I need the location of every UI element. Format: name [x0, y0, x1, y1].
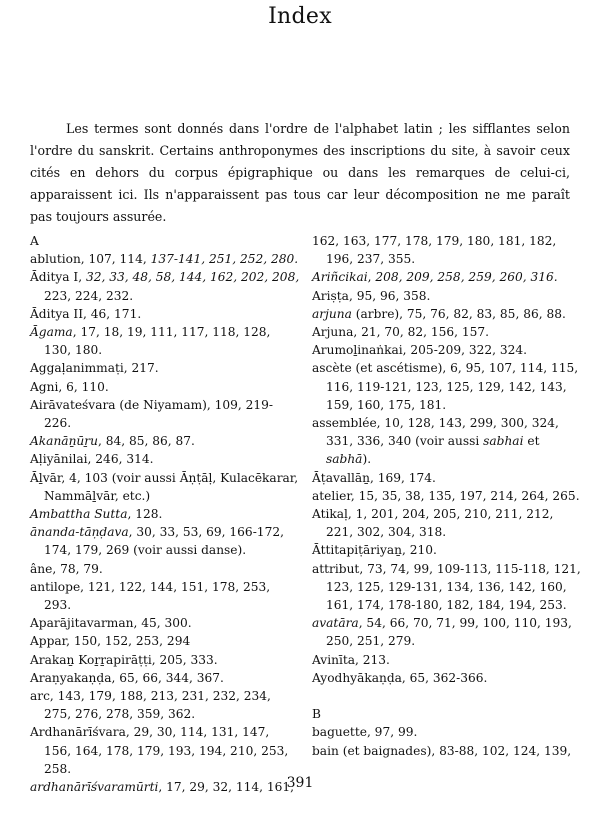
- index-entry-text: Airāvateśvara (de Niyamam), 109, 219-226.: [30, 397, 274, 431]
- index-entry: [30, 632, 300, 650]
- index-entry: [312, 487, 584, 505]
- index-entry: [312, 268, 584, 286]
- index-entry-text: Āḻvār, 4, 103 (voir aussi Āṇṭāḷ, Kulacēkarar, Nammāḻvār, etc.): [30, 470, 299, 503]
- index-entry-text: Atikaḷ, 1, 201, 204, 205, 210, 211, 212, 221, 302, 304, 318.: [312, 507, 554, 540]
- index-entry-italic-text: avatāra: [312, 616, 359, 631]
- index-entry: [312, 323, 584, 341]
- index-entry-text: (arbre), 75, 76, 82, 83, 85, 86, 88.: [351, 306, 566, 321]
- index-entry: [312, 651, 584, 669]
- page-number: 391: [286, 775, 314, 791]
- index-entry-text: Appar, 150, 152, 253, 294: [30, 634, 191, 649]
- index-entry-text: Āṭavallāṉ, 169, 174.: [312, 470, 436, 485]
- index-entry: [30, 560, 300, 578]
- index-entry-italic-text: 32, 33, 48, 58, 144, 162, 202, 208,: [86, 270, 300, 285]
- index-entry-text: , 17, 18, 19, 111, 117, 118, 128, 130, 180.: [44, 325, 271, 358]
- index-entry-text: ablution, 107, 114,: [30, 252, 151, 267]
- index-entry-text: atelier, 15, 35, 38, 135, 197, 214, 264, 265.: [312, 488, 580, 503]
- intro-text: Les termes sont donnés dans l'ordre de l'alphabet latin ; les sifflantes selon l'ordre du sanskrit. Certains anthroponymes des inscriptions du site, à savoir ceux cités en dehors du corpus épigraphique ou dans les remarques de celui-ci, apparaissent ici. Ils n'apparaissent pas tous car leur décomposition ne me paraît pas toujours assurée.: [30, 121, 570, 224]
- intro-paragraph: [30, 118, 570, 228]
- index-entry: [312, 541, 584, 559]
- index-entry-text: attribut, 73, 74, 99, 109-113, 115-118, 121, 123, 125, 129-131, 134, 136, 142, 160, 161, 174, 178-180, 182, 184, 194, 253.: [312, 561, 581, 613]
- index-entry: [30, 450, 300, 468]
- index-entry-text: ascète (et ascétisme), 6, 95, 107, 114, 115, 116, 119-121, 123, 125, 129, 142, 143, 159, 160, 175, 181.: [312, 361, 579, 412]
- index-entry-text: Agni, 6, 110.: [30, 379, 109, 394]
- index-entry-text: Avinīta, 213.: [312, 652, 390, 667]
- index-entry-text: 162, 163, 177, 178, 179, 180, 181, 182, 196, 237, 355.: [312, 234, 557, 267]
- index-entry-italic-text: Ambattha Sutta: [30, 507, 128, 522]
- index-entry-italic-text: ānanda-tāṇḍava: [30, 525, 129, 540]
- index-entry-text: , 54, 66, 70, 71, 99, 100, 110, 193, 250, 251, 279.: [326, 616, 572, 649]
- index-entry: [312, 560, 584, 615]
- index-entry: [30, 323, 300, 359]
- index-entry-text: Arakaṉ Koṟṟapirāṭṭi, 205, 333.: [30, 652, 218, 667]
- index-entry-text: 223, 224, 232.: [44, 288, 134, 303]
- index-entry-italic-text: 208, 209, 258, 259, 260, 316.: [375, 270, 558, 285]
- index-entry-text: Aggaḷanimmaṭi, 217.: [30, 361, 159, 376]
- index-entry-text: Aḷiyānilai, 246, 314.: [30, 452, 154, 467]
- index-entry: [312, 614, 584, 650]
- index-entry: [312, 669, 584, 687]
- index-entry: [30, 651, 300, 669]
- index-entry: [30, 378, 300, 396]
- index-entry: [312, 359, 584, 414]
- index-entry: [30, 723, 300, 778]
- index-entry-text: Araṇyakaṇḍa, 65, 66, 344, 367.: [30, 670, 224, 685]
- index-entry: [30, 305, 300, 323]
- index-entry-text: antilope, 121, 122, 144, 151, 178, 253, 293.: [30, 579, 271, 613]
- index-entry: [30, 469, 300, 505]
- index-entry-text: baguette, 97, 99.: [312, 725, 418, 740]
- index-entry-text: âne, 78, 79.: [30, 561, 103, 576]
- index-entry: [312, 505, 584, 541]
- index-entry-text: , 30, 33, 53, 69, 166-172, 174, 179, 269 (voir aussi danse).: [44, 525, 284, 558]
- index-entry: [312, 305, 584, 323]
- index-entry-continuation: [312, 232, 584, 268]
- index-entry-italic-text: 137-141, 251, 252, 280.: [150, 252, 299, 267]
- index-entry-text: Ayodhyākaṇḍa, 65, 362-366.: [312, 670, 488, 685]
- index-entry-text: bain (et baignades), 83-88, 102, 124, 139,: [312, 743, 572, 758]
- index-entry-text: Āditya I,: [30, 270, 86, 285]
- index-entry-text: , 128.: [127, 507, 163, 522]
- index-entry: [30, 687, 300, 723]
- index-entry-italic-text: ardhanārīśvaramūrti: [30, 780, 159, 795]
- index-entry-text: , 17, 29, 32, 114, 161,: [158, 780, 295, 795]
- index-entry: [312, 341, 584, 359]
- index-entry: [312, 469, 584, 487]
- index-entry-text: Aparājitavarman, 45, 300.: [30, 616, 192, 631]
- index-entry-text: Ardhanārīśvara, 29, 30, 114, 131, 147, 156, 164, 178, 179, 193, 194, 210, 253, 258.: [30, 725, 289, 776]
- index-entry-italic-text: arjuna: [312, 306, 352, 321]
- index-entry-italic-text: Ariñcikai: [312, 270, 368, 285]
- index-entry-italic-text: Akanāṉūṟu: [30, 434, 98, 449]
- index-entry-italic-text: Āgama: [30, 325, 73, 339]
- index-entry-italic-text: sabhai: [483, 434, 524, 449]
- index-entry: [312, 287, 584, 305]
- index-entry-text: et: [523, 434, 540, 449]
- index-entry-italic-text: sabhā: [326, 452, 363, 467]
- index-entry-text: Ariṣṭa, 95, 96, 358.: [312, 288, 431, 303]
- index-spacer: [312, 687, 584, 705]
- index-entry: [30, 268, 300, 304]
- index-letter-heading: A: [30, 234, 39, 248]
- index-entry: [312, 742, 584, 760]
- index-entry: [30, 359, 300, 377]
- index-entry: [30, 432, 300, 450]
- index-entry: [30, 669, 300, 687]
- page-title: Index: [268, 4, 332, 29]
- index-entry-text: , 84, 85, 86, 87.: [97, 434, 195, 449]
- index-entry-text: assemblée, 10, 128, 143, 299, 300, 324, 331, 336, 340 (voir aussi: [312, 416, 559, 449]
- index-entry-text: ).: [362, 452, 372, 467]
- index-entry: [312, 723, 584, 741]
- index-entry-text: arc, 143, 179, 188, 213, 231, 232, 234, 275, 276, 278, 359, 362.: [30, 689, 271, 722]
- index-entry: [30, 250, 300, 268]
- index-entry-text: Āditya II, 46, 171.: [30, 306, 142, 321]
- index-entry: [30, 396, 300, 432]
- index-entry: [30, 523, 300, 559]
- index-entry: [30, 614, 300, 632]
- index-entry-text: Āttitapiṭāriyaṉ, 210.: [312, 543, 437, 558]
- index-entry-text: Arjuna, 21, 70, 82, 156, 157.: [312, 325, 490, 340]
- index-letter-heading: B: [312, 707, 321, 722]
- index-column-left: [30, 232, 300, 796]
- index-entry-text: ,: [367, 270, 376, 285]
- index-entry: [30, 505, 300, 523]
- index-column-right: [312, 232, 584, 760]
- index-entry: [30, 578, 300, 614]
- index-entry: [312, 414, 584, 469]
- index-entry-text: Arumoḻinaṅkai, 205-209, 322, 324.: [312, 343, 527, 358]
